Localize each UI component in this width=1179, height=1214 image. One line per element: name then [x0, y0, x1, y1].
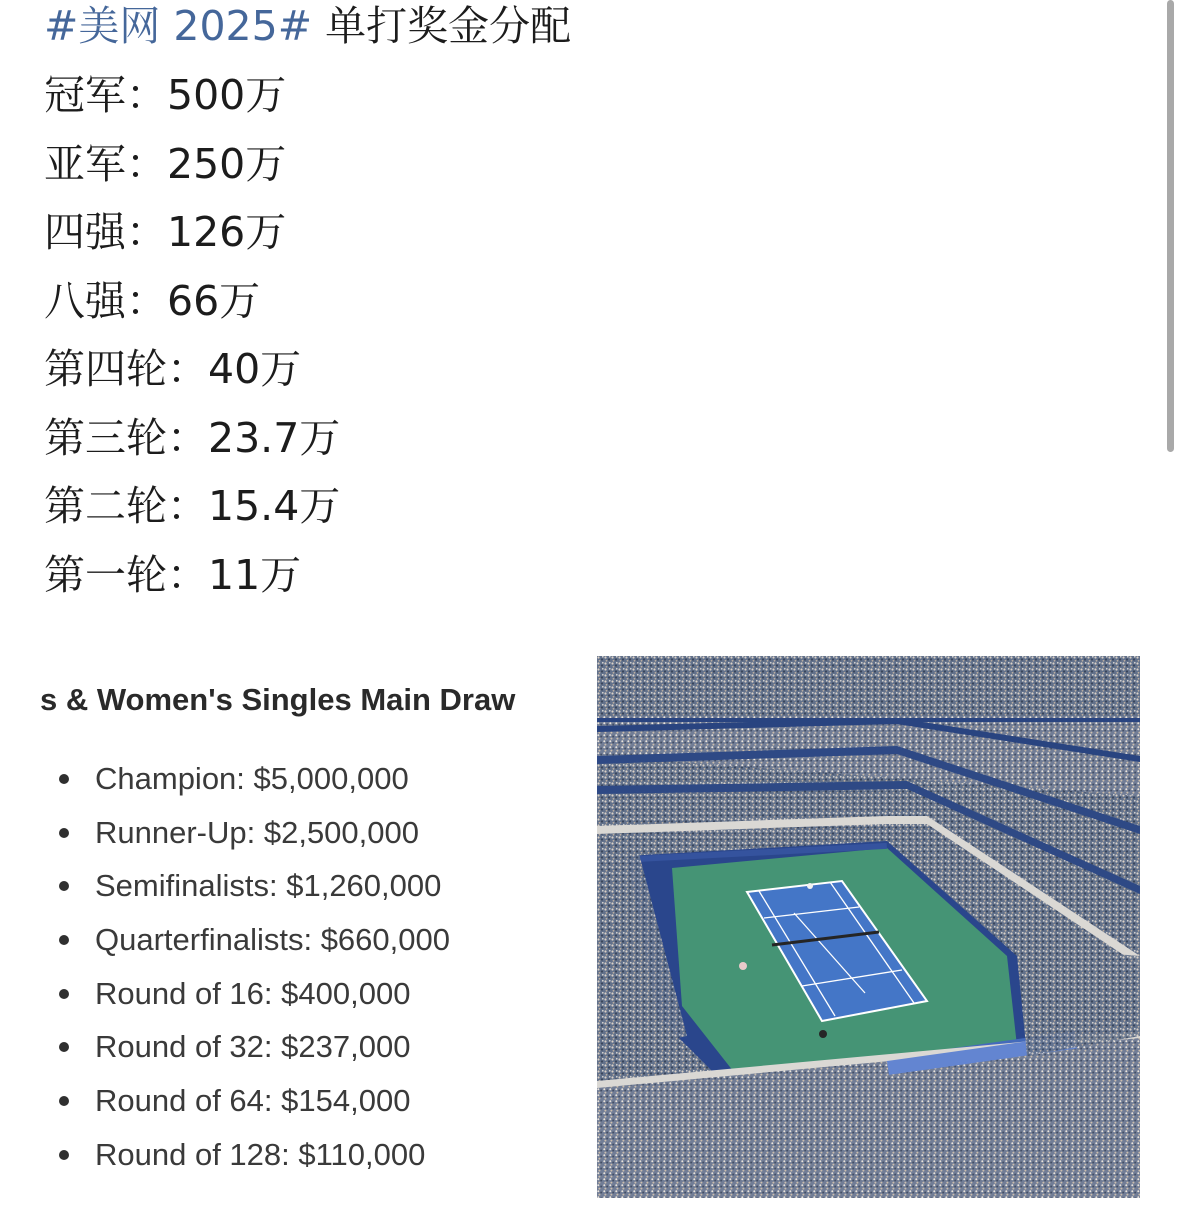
- list-item: [40, 913, 450, 967]
- list-item: [40, 859, 450, 913]
- prize-label: 第二轮：: [44, 482, 208, 530]
- prize-row: [44, 275, 1124, 327]
- english-prize-screenshot[interactable]: [40, 668, 590, 1198]
- list-item: [40, 1128, 450, 1182]
- prize-label: 冠军：: [44, 71, 167, 119]
- prize-amount: 40万: [208, 345, 302, 393]
- prize-row: [44, 138, 1124, 190]
- bullet-icon: [59, 935, 69, 945]
- list-item: [40, 1074, 450, 1128]
- prize-label: 第一轮：: [44, 550, 208, 599]
- list-item-text: Quarterfinalists: $660,000: [95, 922, 450, 958]
- prize-list-chinese: [44, 69, 1124, 601]
- post-title: [44, 0, 1124, 52]
- prize-label: 八强：: [44, 276, 167, 325]
- list-item: [40, 967, 450, 1021]
- prize-amount: 500万: [167, 71, 287, 119]
- prize-row: [44, 206, 1124, 258]
- list-item-text: Round of 64: $154,000: [95, 1083, 411, 1119]
- prize-label: 第四轮：: [44, 345, 208, 393]
- bullet-icon: [59, 1096, 69, 1106]
- post-body: [44, 0, 1124, 617]
- stadium-photo[interactable]: [597, 656, 1140, 1198]
- english-prize-list: [40, 752, 450, 1182]
- prize-amount: 11万: [208, 550, 302, 599]
- prize-label: 四强：: [44, 208, 167, 256]
- list-item-text: Round of 128: $110,000: [95, 1136, 426, 1172]
- stadium-illustration: [597, 656, 1140, 1198]
- prize-row: [44, 549, 1124, 601]
- prize-amount: 23.7万: [208, 413, 341, 462]
- bullet-icon: [59, 1042, 69, 1052]
- scrollbar[interactable]: [1167, 0, 1174, 452]
- prize-row: [44, 412, 1124, 464]
- bullet-icon: [59, 989, 69, 999]
- prize-row: [44, 69, 1124, 121]
- prize-row: [44, 480, 1124, 532]
- prize-label: 亚军：: [44, 139, 167, 188]
- list-item: [40, 752, 450, 806]
- prize-amount: 15.4万: [208, 482, 341, 530]
- screenshot-heading: s & Women's Singles Main Draw: [40, 682, 516, 717]
- prize-amount: 66万: [167, 276, 261, 325]
- prize-label: 第三轮：: [44, 413, 208, 462]
- hashtag-link[interactable]: #美网 2025#: [44, 2, 313, 50]
- list-item-text: Round of 16: $400,000: [95, 975, 411, 1011]
- bullet-icon: [59, 828, 69, 838]
- list-item-text: Round of 32: $237,000: [95, 1029, 411, 1065]
- list-item: [40, 806, 450, 860]
- bullet-icon: [59, 881, 69, 891]
- prize-amount: 126万: [167, 208, 287, 256]
- post-title-text: 单打奖金分配: [312, 2, 572, 50]
- prize-row: [44, 343, 1124, 395]
- list-item: [40, 1020, 450, 1074]
- bullet-icon: [59, 1150, 69, 1160]
- list-item-text: Runner-Up: $2,500,000: [95, 814, 420, 850]
- list-item-text: Semifinalists: $1,260,000: [95, 868, 442, 904]
- bullet-icon: [59, 774, 69, 784]
- list-item-text: Champion: $5,000,000: [95, 761, 409, 796]
- prize-amount: 250万: [167, 139, 287, 188]
